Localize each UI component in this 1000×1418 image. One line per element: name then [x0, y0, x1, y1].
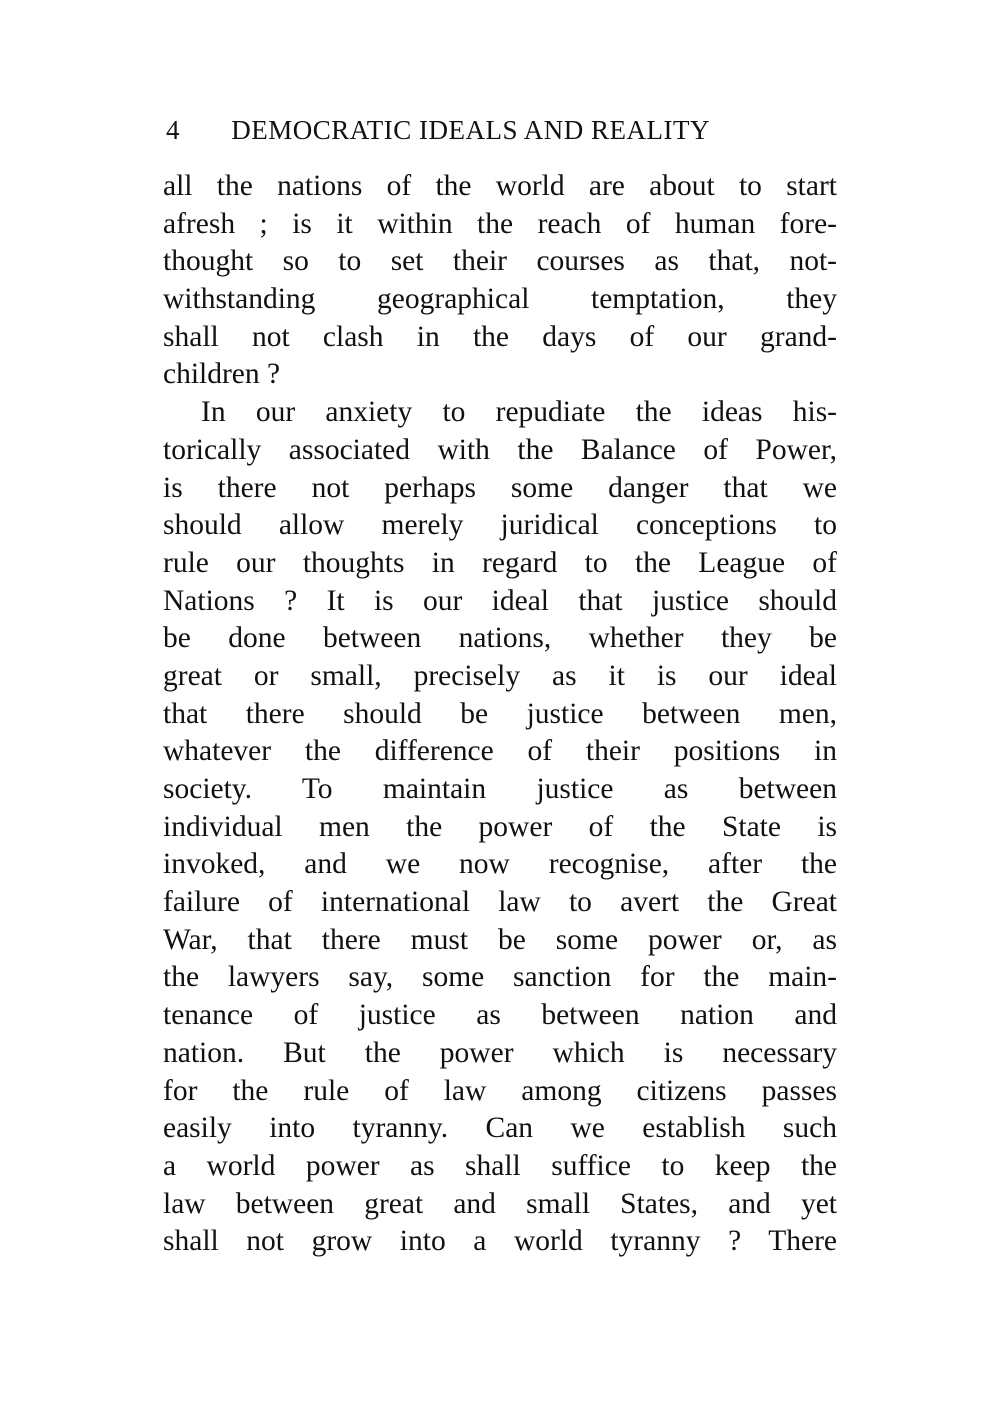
- text-line: torically associated with the Balance of Power,: [163, 433, 837, 466]
- text-line: that there should be justice between men,: [163, 697, 837, 730]
- text-line: is there not perhaps some danger that we: [163, 471, 837, 504]
- text-line: withstanding geographical temptation, they: [163, 283, 837, 316]
- text-line: invoked, and we now recognise, after the: [163, 848, 837, 881]
- text-line: easily into tyranny. Can we establish such: [163, 1112, 837, 1145]
- text-line: Nations ? It is our ideal that justice should: [163, 584, 837, 617]
- running-title: DEMOCRATIC IDEALS AND REALITY: [231, 115, 710, 145]
- text-line: afresh ; is it within the reach of human fore-: [163, 207, 837, 240]
- running-header: [166, 110, 836, 150]
- text-line: all the nations of the world are about to start: [163, 170, 837, 202]
- text-line: tenance of justice as between nation and: [163, 999, 837, 1032]
- text-line: whatever the difference of their positions in: [163, 735, 837, 768]
- text-line: children ?: [163, 358, 281, 391]
- text-line: the lawyers say, some sanction for the main-: [163, 961, 837, 994]
- text-line: be done between nations, whether they be: [163, 622, 837, 655]
- text-line: nation. But the power which is necessary: [163, 1036, 837, 1069]
- text-line: individual men the power of the State is: [163, 810, 837, 843]
- text-line: failure of international law to avert the Great: [163, 886, 837, 919]
- text-line: thought so to set their courses as that, not-: [163, 245, 837, 278]
- text-line: War, that there must be some power or, as: [163, 923, 837, 956]
- text-line: a world power as shall suffice to keep the: [163, 1149, 837, 1182]
- text-line: great or small, precisely as it is our ideal: [163, 659, 837, 692]
- text-line: society. To maintain justice as between: [163, 773, 837, 805]
- text-line: shall not grow into a world tyranny ? There: [163, 1225, 837, 1258]
- paragraph-start-line: In our anxiety to repudiate the ideas his-: [201, 396, 837, 429]
- text-line: shall not clash in the days of our grand-: [163, 320, 837, 353]
- text-line: rule our thoughts in regard to the League of: [163, 546, 837, 579]
- text-line: law between great and small States, and yet: [163, 1187, 837, 1220]
- page-number: 4: [166, 115, 180, 145]
- text-line: should allow merely juridical conceptions to: [163, 509, 837, 542]
- text-line: for the rule of law among citizens passes: [163, 1074, 837, 1107]
- body-text: [163, 168, 837, 1261]
